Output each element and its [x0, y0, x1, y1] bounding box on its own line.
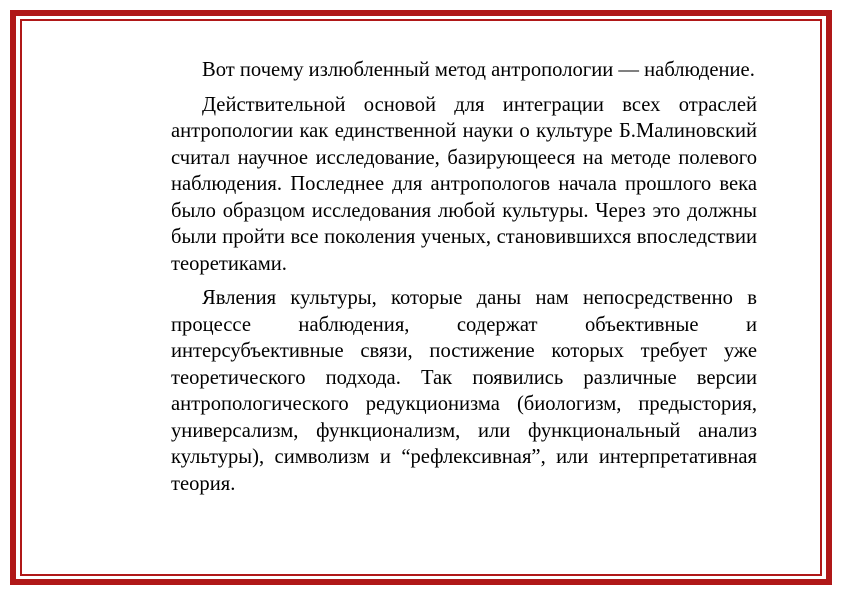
paragraph-reductionism: Явления культуры, которые даны нам непосредственно в процессе наблюдения, содержат объективные и интерсубъективные связи, постижение которых требует уже теоретического подхода. Так появились различные версии антропологического редукционизма (биологизм, предыстория, универсализм, функционализм, или функциональный анализ культуры), символизм и “рефлексивная”, или интерпретативная теория. — [171, 287, 757, 495]
paragraph-malinowski: Действительной основой для интеграции всех отраслей антропологии как единственной науки о культуре Б.Малиновский считал научное исследование, базирующееся на методе полевого наблюдения. Последнее для антропологов начала прошлого века было образцом исследования любой культуры. Через это должны были пройти все поколения ученых, становившихся впоследствии теоретиками. — [171, 93, 757, 275]
paragraph-observation-method: Вот почему излюбленный метод антропологии — наблюдение. — [202, 59, 755, 81]
text-body — [171, 57, 757, 505]
